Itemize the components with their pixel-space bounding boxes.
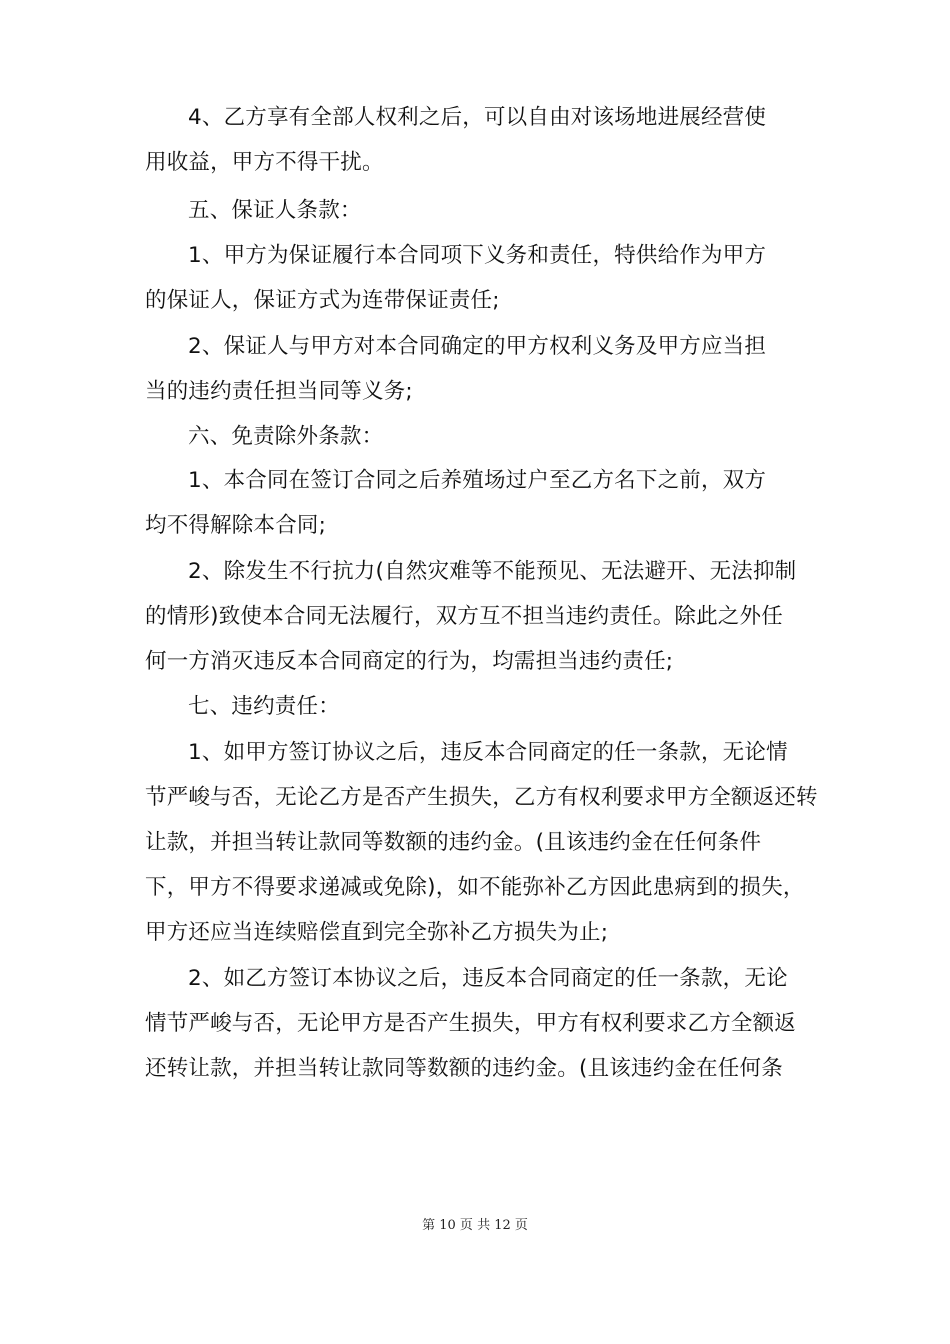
text-line: 何一方消灭违反本合同商定的行为，均需担当违约责任; [145, 649, 674, 674]
text-line: 的情形)致使本合同无法履行，双方互不担当违约责任。除此之外任 [145, 604, 783, 629]
text-line: 1、本合同在签订合同之后养殖场过户至乙方名下之前，双方 [188, 468, 767, 493]
text-line: 下，甲方不得要求递减或免除)，如不能弥补乙方因此患病到的损失， [145, 875, 805, 900]
text-line: 2、如乙方签订本协议之后，违反本合同商定的任一条款，无论 [188, 966, 788, 991]
text-line: 情节严峻与否，无论甲方是否产生损失，甲方有权利要求乙方全额返 [145, 1011, 797, 1036]
text-line: 均不得解除本合同; [145, 513, 327, 538]
text-line: 4、乙方享有全部人权利之后，可以自由对该场地进展经营使 [188, 105, 767, 130]
text-line: 2、保证人与甲方对本合同确定的甲方权利义务及甲方应当担 [188, 334, 767, 359]
text-line: 甲方还应当连续赔偿直到完全弥补乙方损失为止; [145, 920, 609, 945]
text-line: 节严峻与否，无论乙方是否产生损失，乙方有权利要求甲方全额返还转 [145, 785, 818, 810]
text-line: 1、甲方为保证履行本合同项下义务和责任，特供给作为甲方 [188, 243, 767, 268]
text-line: 还转让款，并担当转让款同等数额的违约金。(且该违约金在任何条 [145, 1056, 783, 1081]
text-line: 当的违约责任担当同等义务; [145, 379, 413, 404]
section-heading: 六、免责除外条款： [188, 424, 384, 449]
text-line: 用收益，甲方不得干扰。 [145, 150, 384, 175]
text-line: 让款，并担当转让款同等数额的违约金。(且该违约金在任何条件 [145, 830, 762, 855]
text-line: 1、如甲方签订协议之后，违反本合同商定的任一条款，无论情 [188, 740, 788, 765]
section-heading: 五、保证人条款： [188, 198, 362, 223]
text-line: 2、除发生不行抗力(自然灾难等不能预见、无法避开、无法抑制 [188, 559, 797, 584]
page-number-footer: 第 10 页 共 12 页 [422, 1218, 528, 1233]
text-line: 的保证人，保证方式为连带保证责任; [145, 288, 500, 313]
section-heading: 七、违约责任： [188, 694, 340, 719]
